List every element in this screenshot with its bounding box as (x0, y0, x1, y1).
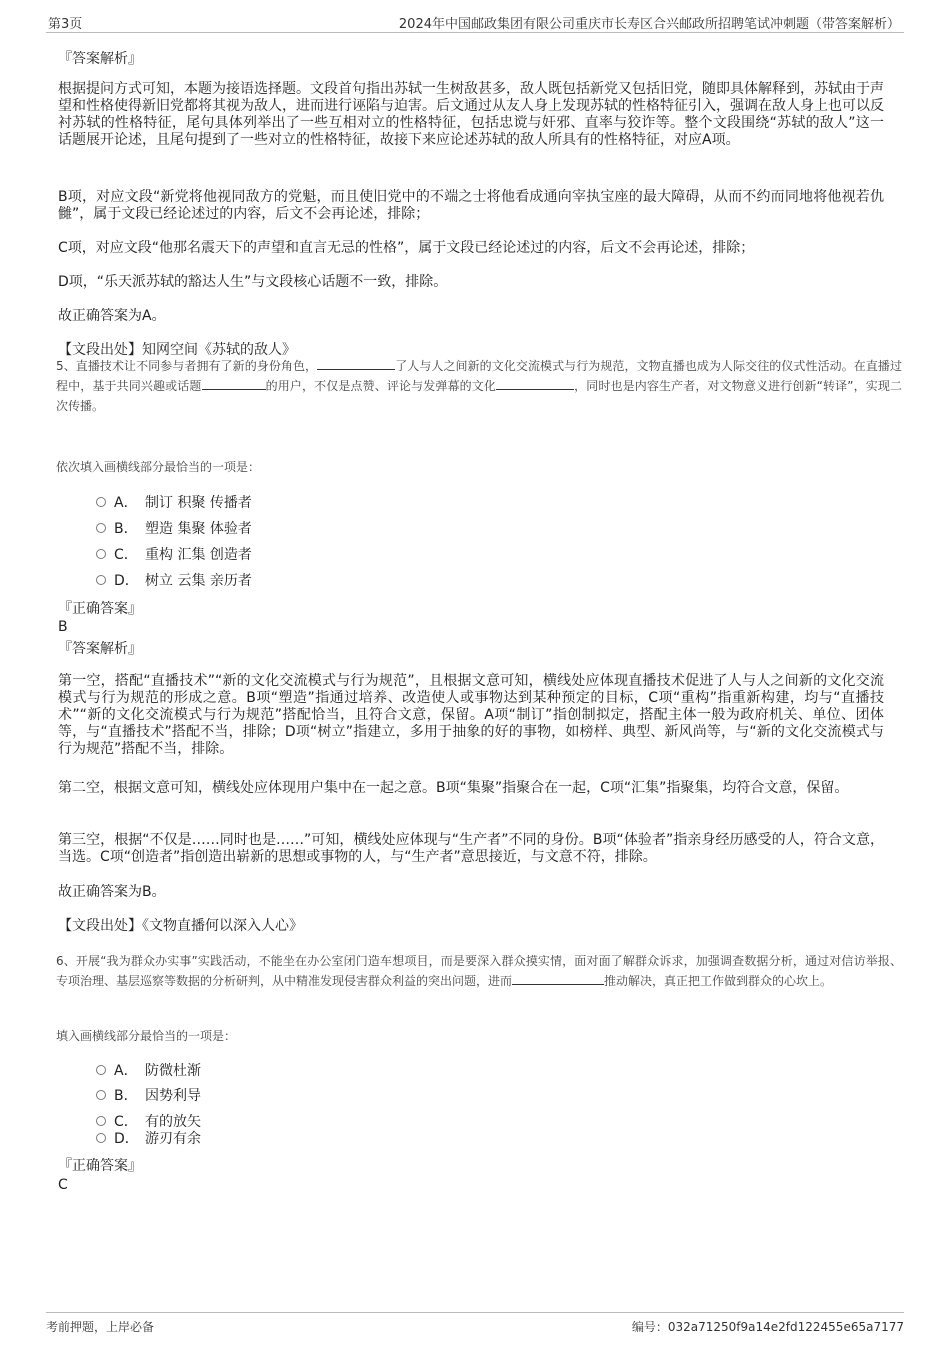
analysis-label: 『答案解析』 (58, 641, 142, 657)
correct-answer-label: 『正确答案』 (58, 1158, 142, 1174)
radio-icon[interactable] (96, 1116, 106, 1126)
radio-icon[interactable] (96, 1090, 106, 1100)
answer-blank (317, 357, 395, 370)
radio-icon[interactable] (96, 575, 106, 585)
page-header (46, 10, 904, 33)
analysis-paragraph: 根据提问方式可知，本题为接语选择题。文段首句指出苏轼一生树敌甚多，敌人既包括新党又包括旧党，随即具体解释到，苏轼由于声望和性格使得新旧党都将其视为敌人，进而进行诬陷与迫害。后文通过从友人身上发现苏轼的性格特征引入，强调在敌人身上也可以反衬苏轼的性格特征，尾句具体列举出了一些互相对立的性格特征，包括忠谠与奸邪、直率与狡诈等。整个文段围绕“苏轼的敌人”这一话题展开论述，且尾句提到了一些对立的性格特征，故接下来应论述苏轼的敌人所具有的性格特征，对应A项。 (58, 81, 884, 148)
analysis-paragraph: 第三空，根据“不仅是……同时也是……”可知，横线处应体现与“生产者”不同的身份。B项“体验者”指亲身经历感受的人，符合文意，当选。C项“创造者”指创造出崭新的思想或事物的人，与“生产者”意思接近，与文意不符，排除。 (58, 832, 884, 865)
document-code: 编号：032a71250f9a14e2fd122455e65a7177 (631, 1320, 904, 1334)
analysis-paragraph: B项，对应文段“新党将他视同敌方的党魁，而且使旧党中的不端之士将他看成通向宰执宝座的最大障碍，从而不约而同地将他视若仇雠”，属于文段已经论述过的内容，后文不会再论述，排除； (58, 189, 884, 222)
analysis-paragraph: 第一空，搭配“直播技术”“新的文化交流模式与行为规范”，且根据文意可知，横线处应体现直播技术促进了人与人之间新的文化交流模式与行为规范的形成之意。B项“塑造”指通过培养、改造使人或事物达到某种预定的目标，C项“重构”指重新构建，均与“直播技术”“新的文化交流模式与行为规范”搭配恰当，且符合文意，保留。A项“制订”指创制拟定，搭配主体一般为政府机关、单位、团体等，与“直播技术”搭配不当，排除；D项“树立”指建立，多用于抽象的好的事物，如榜样、典型、新风尚等，与“新的文化交流模式与行为规范”搭配不当，排除。 (58, 673, 884, 757)
analysis-paragraph: 第二空，根据文意可知，横线处应体现用户集中在一起之意。B项“集聚”指聚合在一起，C项“汇集”指聚集，均符合文意，保留。 (58, 780, 849, 796)
source-citation: 【文段出处】《文物直播何以深入人心》 (58, 918, 303, 934)
answer-blank (202, 377, 266, 390)
answer-blank (512, 972, 604, 985)
correct-answer: C (58, 1177, 68, 1193)
question-5-instruction: 依次填入画横线部分最恰当的一项是： (56, 460, 261, 474)
analysis-paragraph: C项，对应文段“他那名震天下的声望和直言无忌的性格”，属于文段已经论述过的内容，后文不会再论述，排除； (58, 240, 755, 256)
option-b[interactable]: B． 塑造 集聚 体验者 (96, 520, 252, 538)
option-c[interactable]: C． 重构 汇集 创造者 (96, 546, 252, 564)
source-citation: 【文段出处】知网空间《苏轼的敌人》 (58, 342, 296, 358)
question-6-stem: 6、开展“我为群众办实事”实践活动，不能坐在办公室闭门造车想项目，而是要深入群众摸实情，面对面了解群众诉求，加强调查数据分析，通过对信访举报、专项治理、基层巡察等数据的分析研判，从中精准发现侵害群众利益的突出问题，进而 推动解决，真正把工作做到群众的心坎上。 (56, 954, 902, 988)
question-6-instruction: 填入画横线部分最恰当的一项是： (56, 1029, 237, 1043)
answer-blank (496, 377, 574, 390)
footer-slogan: 考前押题，上岸必备 (46, 1320, 155, 1334)
radio-icon[interactable] (96, 497, 106, 507)
option-a[interactable]: A． 制订 积聚 传播者 (96, 494, 252, 512)
radio-icon[interactable] (96, 523, 106, 533)
option-b[interactable]: B． 因势利导 (96, 1087, 201, 1105)
option-d[interactable]: D． 树立 云集 亲历者 (96, 572, 252, 590)
page-number: 第3页 (48, 17, 83, 32)
option-c[interactable]: C． 有的放矢 (96, 1113, 201, 1131)
correct-answer-label: 『正确答案』 (58, 601, 142, 617)
analysis-label: 『答案解析』 (58, 51, 142, 67)
document-title: 2024年中国邮政集团有限公司重庆市长寿区合兴邮政所招聘笔试冲刺题（带答案解析） (398, 17, 900, 32)
analysis-paragraph: D项，“乐天派苏轼的豁达人生”与文段核心话题不一致，排除。 (58, 274, 448, 290)
correct-answer: B (58, 619, 68, 635)
radio-icon[interactable] (96, 1133, 106, 1143)
radio-icon[interactable] (96, 1065, 106, 1075)
analysis-paragraph: 故正确答案为A。 (58, 308, 166, 324)
option-d[interactable]: D． 游刃有余 (96, 1130, 201, 1148)
option-a[interactable]: A． 防微杜渐 (96, 1062, 201, 1080)
page-footer (46, 1312, 904, 1337)
radio-icon[interactable] (96, 549, 106, 559)
analysis-paragraph: 故正确答案为B。 (58, 884, 166, 900)
question-5-stem: 5、直播技术让不同参与者拥有了新的身份角色， 了人与人之间新的文化交流模式与行为规范，文物直播也成为人际交往的仪式性活动。在直播过程中，基于共同兴趣或话题 的用户，不仅是点赞、评论与发弹幕的文化 ，同时也是内容生产者，对文物意义进行创新“转译”，实现二次传播。 (56, 359, 902, 413)
